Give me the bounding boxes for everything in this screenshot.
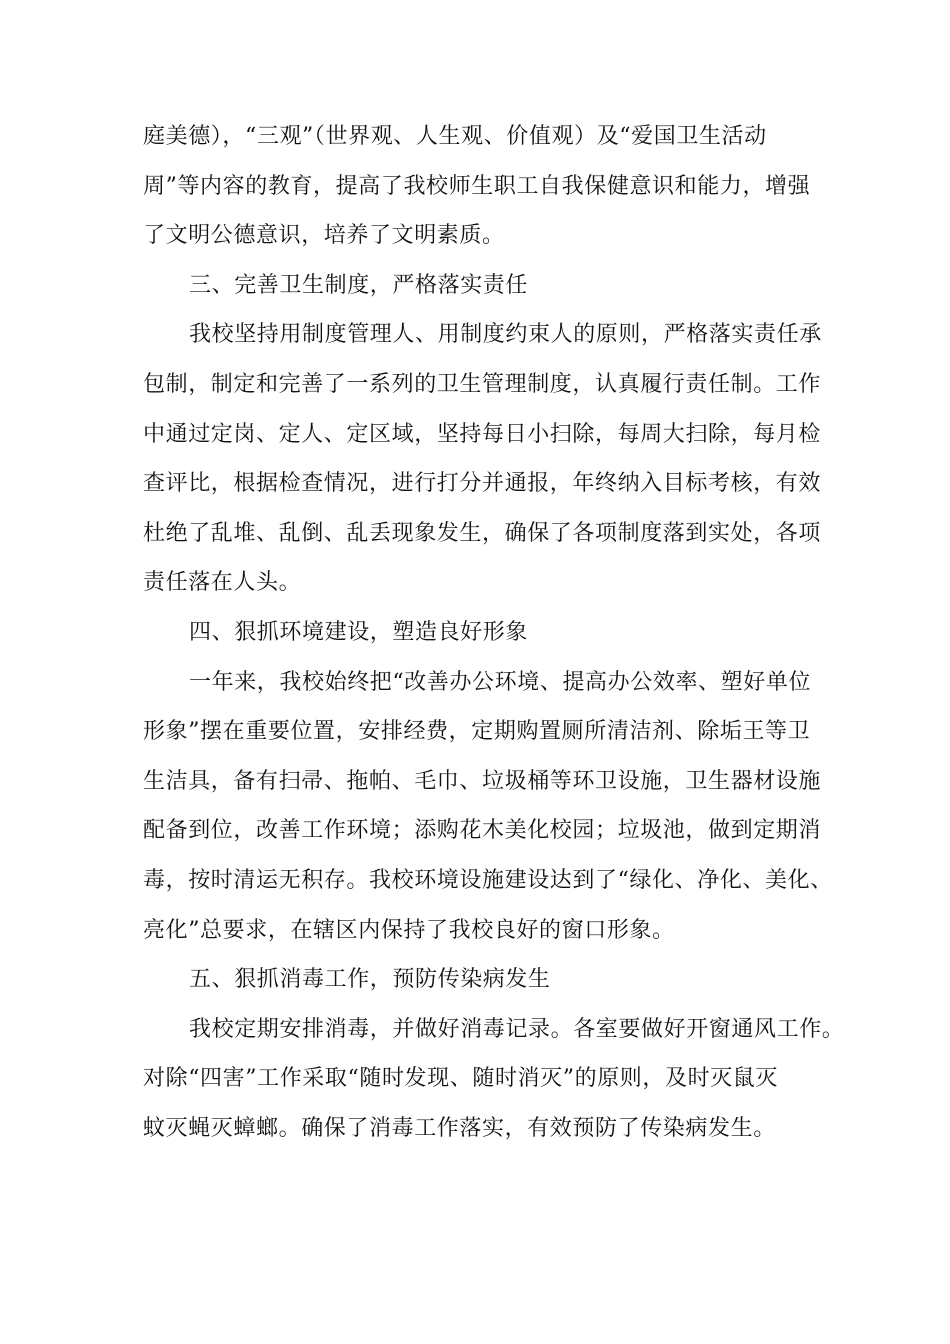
paragraph-first-line: 我校定期安排消毒，并做好消毒记录。各室要做好开窗通风工作。 — [189, 1016, 845, 1042]
body-line: 蚊灭蝇灭蟑螂。确保了消毒工作落实，有效预防了传染病发生。 — [143, 1115, 776, 1141]
body-line: 毒，按时清运无积存。我校环境设施建设达到了“绿化、净化、美化、 — [143, 867, 833, 893]
document-body — [143, 112, 845, 1153]
body-line: 庭美德），“三观”（世界观、人生观、价值观）及“爱国卫生活动 — [143, 124, 767, 149]
paragraph-first-line: 我校坚持用制度管理人、用制度约束人的原则，严格落实责任承 — [189, 322, 822, 348]
paragraph-first-line: 一年来，我校始终把“改善办公环境、提高办公效率、塑好单位 — [189, 669, 812, 695]
body-line: 形象”摆在重要位置，安排经费，定期购置厕所清洁剂、除垢王等卫 — [143, 719, 811, 745]
section-heading-5: 五、狠抓消毒工作，预防传染病发生 — [189, 967, 551, 993]
body-line: 包制，制定和完善了一系列的卫生管理制度，认真履行责任制。工作 — [143, 371, 822, 397]
body-line: 了文明公德意识，培养了文明素质。 — [143, 223, 505, 249]
body-line: 责任落在人头。 — [143, 570, 302, 596]
body-line: 配备到位，改善工作环境；添购花木美化校园；垃圾池，做到定期消 — [143, 818, 822, 844]
section-heading-4: 四、狠抓环境建设，塑造良好形象 — [189, 619, 529, 645]
body-line: 周”等内容的教育，提高了我校师生职工自我保健意识和能力，增强 — [143, 173, 811, 199]
body-line: 查评比，根据检查情况，进行打分并通报，年终纳入目标考核，有效 — [143, 471, 822, 497]
body-line: 杜绝了乱堆、乱倒、乱丢现象发生，确保了各项制度落到实处，各项 — [143, 520, 822, 546]
body-line: 中通过定岗、定人、定区域，坚持每日小扫除，每周大扫除，每月检 — [143, 421, 822, 447]
body-line: 亮化”总要求，在辖区内保持了我校良好的窗口形象。 — [143, 917, 675, 943]
body-line: 对除“四害”工作采取“随时发现、随时消灭”的原则，及时灭鼠灭 — [143, 1066, 778, 1092]
body-line: 生洁具，备有扫帚、拖帕、毛巾、垃圾桶等环卫设施，卫生器材设施 — [143, 768, 822, 794]
section-heading-3: 三、完善卫生制度，严格落实责任 — [189, 272, 529, 298]
